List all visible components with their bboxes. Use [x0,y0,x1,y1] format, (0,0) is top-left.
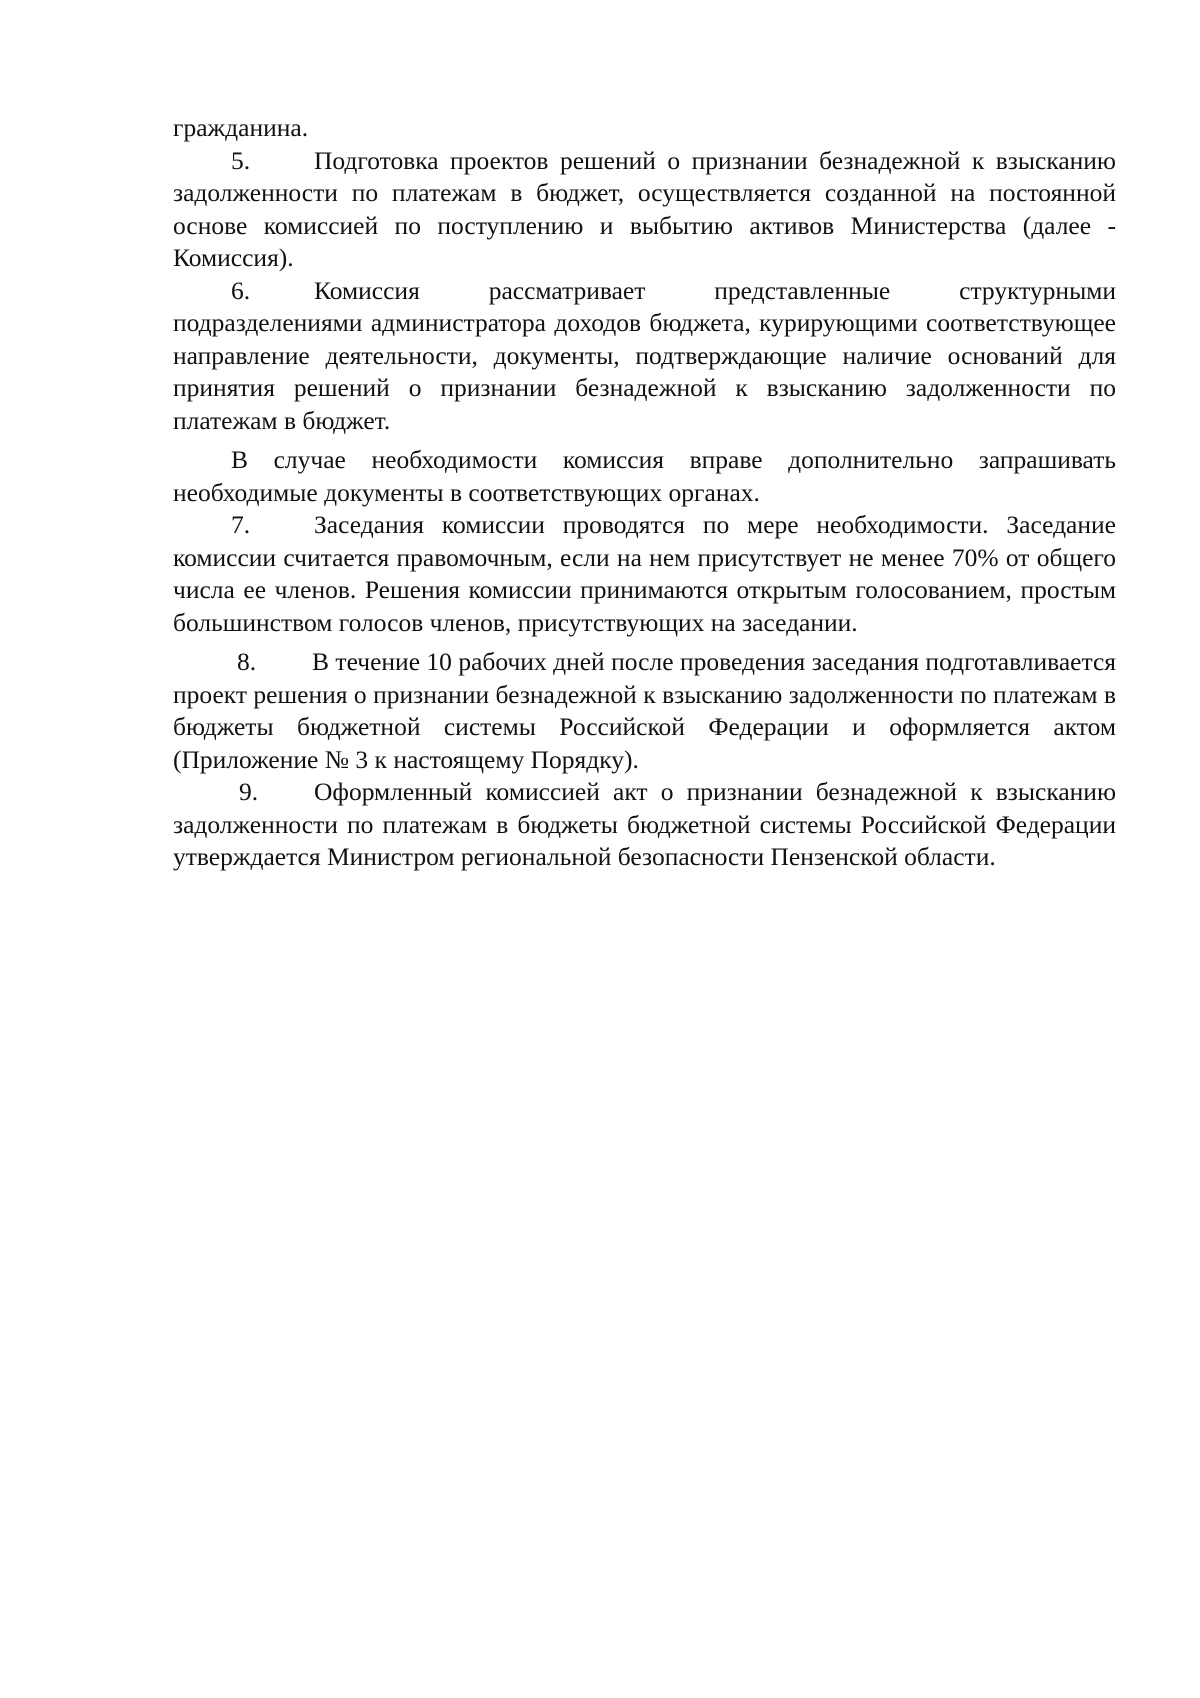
clause-7 [173,509,1116,639]
clause-text: В случае необходимости комиссия вправе дополнительно запрашивать необходимые документы в соответствующих органах. [173,445,1116,507]
clause-number: 5. [231,145,251,175]
clause-5 [173,145,1116,275]
clause-6-paragraph-2 [173,444,1116,509]
clause-9 [173,776,1116,874]
continuation-line: гражданина. [173,113,309,142]
clause-text: В течение 10 рабочих дней после проведения заседания подготавливается проект решения о признании безнадежной к взысканию задолженности по платежам в бюджеты бюджетной системы Российской Федерации и оформляется актом (Приложение № 3 к настоящему Порядку). [173,647,1116,774]
clause-text: Оформленный комиссией акт о признании безнадежной к взысканию задолженности по платежам в бюджеты бюджетной системы Российской Федерации утверждается Министром региональной безопасности Пензенской области. [173,777,1116,871]
clause-8 [173,646,1116,776]
clause-text: Комиссия рассматривает представленные структурными подразделениями администратора доходов бюджета, курирующими соответствующее направление деятельности, документы, подтверждающие наличие оснований для принятия решений о признании безнадежной к взысканию задолженности по платежам в бюджет. [173,275,1116,435]
clause-number: 6. [231,275,251,305]
clause-number: 8. [237,647,257,676]
clause-number: 9. [239,777,259,806]
clause-text: Подготовка проектов решений о признании безнадежной к взысканию задолженности по платежам в бюджет, осуществляется созданной на постоянной основе комиссией по поступлению и выбытию активов Министерства (далее - Комиссия). [173,145,1116,272]
clause-6 [173,275,1116,438]
clause-text: Заседания комиссии проводятся по мере необходимости. Заседание комиссии считается правомочным, если на нем присутствует не менее 70% от общего числа ее членов. Решения комиссии принимаются открытым голосованием, простым большинством голосов членов, присутствующих на заседании. [173,510,1116,637]
document-page [173,112,1116,874]
clause-number: 7. [231,510,251,539]
